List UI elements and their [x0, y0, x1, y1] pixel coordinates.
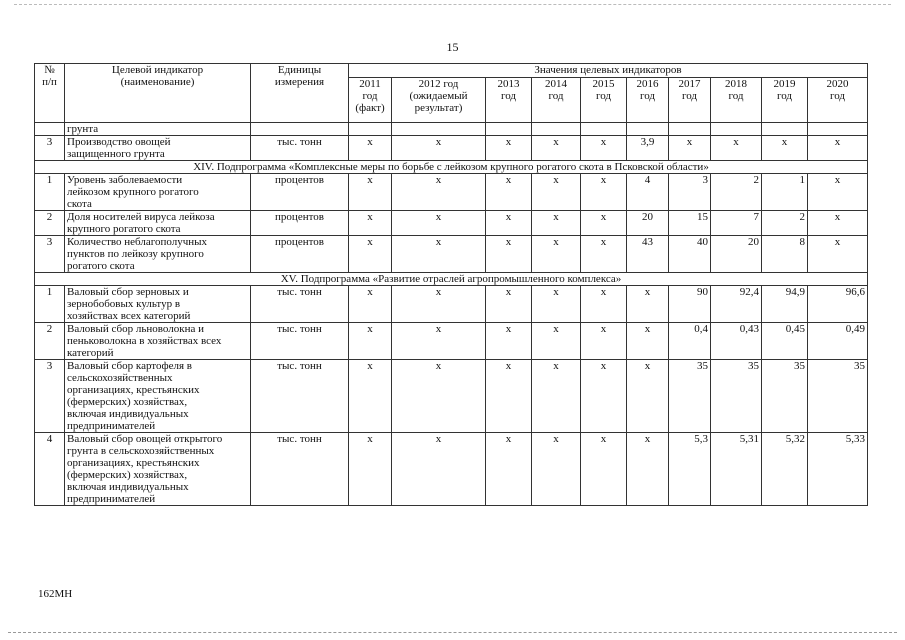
value-cell: х [581, 360, 627, 433]
value-cell: х [349, 211, 392, 236]
header-year-5: 2016 год [627, 78, 669, 123]
section-row [35, 273, 868, 286]
unit-cell: тыс. тонн [251, 136, 349, 161]
value-cell: х [762, 136, 808, 161]
value-cell: х [627, 360, 669, 433]
value-cell: 2 [711, 174, 762, 211]
value-cell: х [581, 236, 627, 273]
table-row [35, 136, 868, 161]
indicator-name: Валовый сбор овощей открытого грунта в сельскохозяйственных организациях, крестьянских (фермерских) хозяйствах, включая индивидуальных предпринимателей [65, 433, 251, 506]
value-cell: 5,32 [762, 433, 808, 506]
table-row [35, 211, 868, 236]
value-cell: 0,45 [762, 323, 808, 360]
table-row [35, 123, 868, 136]
value-cell: х [532, 286, 581, 323]
header-year-3: 2014 год [532, 78, 581, 123]
header-year-6: 2017 год [669, 78, 711, 123]
value-cell: 5,31 [711, 433, 762, 506]
value-cell: х [808, 236, 868, 273]
value-cell: 94,9 [762, 286, 808, 323]
value-cell: 43 [627, 236, 669, 273]
value-cell: х [627, 433, 669, 506]
value-cell: х [392, 433, 486, 506]
value-cell: 3,9 [627, 136, 669, 161]
value-cell: х [349, 323, 392, 360]
value-cell: х [627, 323, 669, 360]
value-cell: х [581, 323, 627, 360]
indicator-name: Валовый сбор льноволокна и пеньковолокна в хозяйствах всех категорий [65, 323, 251, 360]
unit-cell [251, 123, 349, 136]
value-cell [532, 123, 581, 136]
row-number: 1 [35, 286, 65, 323]
value-cell: х [532, 433, 581, 506]
value-cell: х [669, 136, 711, 161]
indicator-name: грунта [65, 123, 251, 136]
unit-cell: процентов [251, 211, 349, 236]
header-year-7: 2018 год [711, 78, 762, 123]
value-cell: 90 [669, 286, 711, 323]
table-row [35, 360, 868, 433]
value-cell: х [532, 236, 581, 273]
row-number: 2 [35, 323, 65, 360]
value-cell: х [532, 136, 581, 161]
value-cell: х [349, 236, 392, 273]
indicator-name: Количество неблагополучных пунктов по лейкозу крупного рогатого скота [65, 236, 251, 273]
value-cell: 96,6 [808, 286, 868, 323]
value-cell: х [349, 433, 392, 506]
value-cell [808, 123, 868, 136]
value-cell [392, 123, 486, 136]
value-cell: 40 [669, 236, 711, 273]
header-unit: Единицы измерения [251, 64, 349, 123]
header-year-8: 2019 год [762, 78, 808, 123]
value-cell [762, 123, 808, 136]
value-cell: х [392, 174, 486, 211]
scan-edge-bottom [8, 632, 897, 633]
unit-cell: процентов [251, 174, 349, 211]
value-cell: 35 [669, 360, 711, 433]
value-cell: х [392, 211, 486, 236]
indicator-name: Валовый сбор картофеля в сельскохозяйственных организациях, крестьянских (фермерских) хозяйствах, включая индивидуальных предпринимателей [65, 360, 251, 433]
value-cell: х [581, 211, 627, 236]
indicator-name: Производство овощей защищенного грунта [65, 136, 251, 161]
value-cell: 15 [669, 211, 711, 236]
header-values-group: Значения целевых индикаторов [349, 64, 868, 78]
table-row [35, 323, 868, 360]
table-row [35, 236, 868, 273]
value-cell: х [532, 174, 581, 211]
table-row [35, 174, 868, 211]
value-cell: 1 [762, 174, 808, 211]
value-cell [627, 123, 669, 136]
value-cell: х [581, 136, 627, 161]
header-year-2: 2013 год [486, 78, 532, 123]
value-cell: 7 [711, 211, 762, 236]
page-number: 15 [446, 40, 459, 54]
value-cell: х [392, 360, 486, 433]
header-indicator: Целевой индикатор (наименование) [65, 64, 251, 123]
value-cell: х [392, 136, 486, 161]
scan-edge-top [14, 4, 891, 5]
value-cell: х [392, 236, 486, 273]
value-cell: х [711, 136, 762, 161]
indicator-name: Доля носителей вируса лейкоза крупного рогатого скота [65, 211, 251, 236]
value-cell [711, 123, 762, 136]
row-number: 3 [35, 360, 65, 433]
value-cell: 8 [762, 236, 808, 273]
value-cell: х [808, 174, 868, 211]
value-cell: х [581, 174, 627, 211]
value-cell: х [486, 236, 532, 273]
value-cell: х [532, 211, 581, 236]
value-cell: х [808, 211, 868, 236]
value-cell [669, 123, 711, 136]
row-number: 3 [35, 236, 65, 273]
value-cell: 20 [711, 236, 762, 273]
table-row [35, 286, 868, 323]
section-title: XV. Подпрограмма «Развитие отраслей агропромышленного комплекса» [35, 273, 868, 286]
unit-cell: тыс. тонн [251, 433, 349, 506]
value-cell: х [581, 286, 627, 323]
indicator-name: Уровень заболеваемости лейкозом крупного рогатого скота [65, 174, 251, 211]
row-number: 4 [35, 433, 65, 506]
indicators-table [34, 63, 868, 506]
value-cell: х [532, 323, 581, 360]
row-number: 1 [35, 174, 65, 211]
value-cell: х [486, 286, 532, 323]
row-number [35, 123, 65, 136]
value-cell: 3 [669, 174, 711, 211]
document-code: 162МН [38, 588, 73, 600]
indicator-name: Валовый сбор зерновых и зернобобовых культур в хозяйствах всех категорий [65, 286, 251, 323]
value-cell: 35 [808, 360, 868, 433]
value-cell: х [486, 360, 532, 433]
value-cell: 0,49 [808, 323, 868, 360]
value-cell: х [349, 286, 392, 323]
header-year-0: 2011 год (факт) [349, 78, 392, 123]
value-cell: 20 [627, 211, 669, 236]
value-cell: х [627, 286, 669, 323]
value-cell: х [349, 360, 392, 433]
value-cell: 0,43 [711, 323, 762, 360]
value-cell: х [392, 286, 486, 323]
value-cell: х [392, 323, 486, 360]
value-cell: х [486, 136, 532, 161]
value-cell: х [808, 136, 868, 161]
section-row [35, 161, 868, 174]
value-cell: 92,4 [711, 286, 762, 323]
value-cell: 35 [711, 360, 762, 433]
value-cell: 0,4 [669, 323, 711, 360]
value-cell: 2 [762, 211, 808, 236]
unit-cell: тыс. тонн [251, 360, 349, 433]
value-cell: х [486, 174, 532, 211]
header-num: № п/п [35, 64, 65, 123]
value-cell [486, 123, 532, 136]
header-year-9: 2020 год [808, 78, 868, 123]
value-cell: х [581, 433, 627, 506]
value-cell: 5,33 [808, 433, 868, 506]
value-cell: 35 [762, 360, 808, 433]
row-number: 3 [35, 136, 65, 161]
header-year-1: 2012 год (ожидаемый результат) [392, 78, 486, 123]
value-cell: х [486, 323, 532, 360]
value-cell: х [532, 360, 581, 433]
value-cell [349, 123, 392, 136]
header-year-4: 2015 год [581, 78, 627, 123]
table-row [35, 433, 868, 506]
row-number: 2 [35, 211, 65, 236]
value-cell: 5,3 [669, 433, 711, 506]
unit-cell: процентов [251, 236, 349, 273]
value-cell: 4 [627, 174, 669, 211]
unit-cell: тыс. тонн [251, 323, 349, 360]
value-cell: х [486, 433, 532, 506]
value-cell: х [349, 174, 392, 211]
value-cell: х [349, 136, 392, 161]
unit-cell: тыс. тонн [251, 286, 349, 323]
value-cell: х [486, 211, 532, 236]
value-cell [581, 123, 627, 136]
section-title: XIV. Подпрограмма «Комплексные меры по борьбе с лейкозом крупного рогатого скота в Псковской области» [35, 161, 868, 174]
